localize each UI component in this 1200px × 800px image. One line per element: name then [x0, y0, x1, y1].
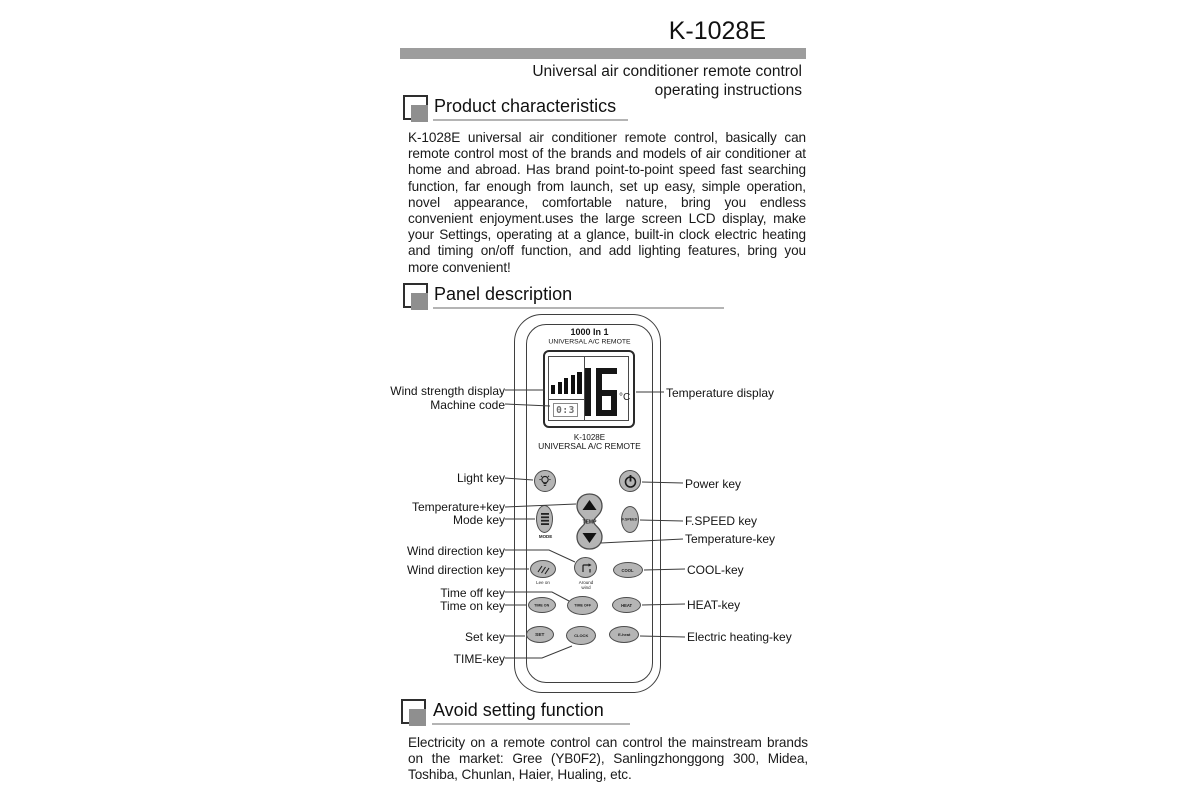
wind-bar — [577, 372, 581, 394]
callout-electric-heating-key: Electric heating-key — [687, 630, 792, 644]
time-off-button-label: TIME OFF — [574, 603, 591, 608]
wind-bar — [571, 375, 575, 394]
heat-button-label: HEAT — [620, 602, 633, 608]
remote-brand-line2: UNIVERSAL A/C REMOTE — [548, 337, 631, 346]
callout-light-key: Light key — [456, 471, 505, 485]
page-title: K-1028E — [668, 17, 766, 45]
temp-button-label: TEMP — [582, 519, 597, 526]
machine-code-box — [553, 403, 578, 417]
callout-power-key: Power key — [685, 477, 742, 491]
avoid-setting-body: Electricity on a remote control can control the mainstream brands on the market: Gree (YB0F2), Sanlingzhonggong 300, Midea, Toshiba, Chunlan, Haier, Hualing, etc. — [408, 735, 808, 783]
lcd-divider-horizontal — [548, 399, 584, 400]
callout-fspeed-key: F.SPEED key — [685, 514, 758, 528]
section-underline — [433, 307, 724, 309]
time-on-key-button — [528, 597, 556, 613]
callout-time-on-key: Time on key — [440, 599, 505, 613]
callout-cool-key: COOL-key — [687, 563, 744, 577]
callout-mode-key: Mode key — [452, 513, 505, 527]
power-key-button — [619, 470, 641, 492]
wind-bar — [551, 385, 555, 394]
product-characteristics-body: K-1028E universal air conditioner remote control, basically can remote control most of the brands and models of air conditioner at home and abroad. Has brand point-to-point speed fast searching function, far enough from launch, set up easy, simple operation, novel appearance, comfortable nature, bring you endless convenient enjoyment.uses the large screen LCD display, make your Settings, operating at a glance, built-in clock electric heating and timing on/off function, and add lighting features, bring you more convenient! — [408, 130, 806, 275]
clock-key-button — [566, 626, 596, 645]
cool-button-label: COOL — [621, 567, 635, 573]
callout-temperature-display: Temperature display — [666, 386, 775, 400]
around-wind-key-label: Around wind — [578, 580, 594, 591]
mode-key-label: MODE — [538, 534, 553, 540]
remote-brand-line1: 1000 In 1 — [570, 327, 609, 337]
subtitle-line-1: Universal air conditioner remote control — [532, 63, 802, 80]
bulb-icon — [538, 474, 552, 488]
fspeed-key-button — [621, 506, 639, 533]
callout-wind-strength-display: Wind strength display — [390, 384, 505, 398]
section-title-panel: Panel description — [434, 284, 573, 304]
cool-key-button — [613, 562, 643, 578]
mode-stripes-icon — [540, 511, 550, 527]
clock-button-label: CLOCK — [573, 633, 589, 638]
callout-wind-direction-key-1: Wind direction key — [406, 544, 505, 558]
heat-key-button — [612, 597, 641, 613]
section-icon-square — [411, 105, 428, 122]
set-key-button — [526, 626, 554, 643]
remote-model-line1: K-1028E — [573, 433, 606, 442]
header-divider-bar — [400, 48, 806, 59]
page-subtitle — [532, 62, 802, 100]
fspeed-button-label: F.SPEED — [622, 517, 638, 522]
temperature-digits — [585, 366, 619, 418]
section-underline — [433, 119, 628, 121]
remote-model-line2: UNIVERSAL A/C REMOTE — [538, 441, 641, 451]
section-underline — [432, 723, 630, 725]
eheat-key-button — [609, 626, 639, 643]
set-button-label: SET — [535, 631, 545, 638]
section-icon-square — [409, 709, 426, 726]
callout-heat-key: HEAT-key — [687, 598, 741, 612]
machine-code-value: 0:3 — [556, 404, 575, 416]
mode-key-button — [536, 505, 553, 533]
callout-temperature-plus-key: Temperature+key — [411, 500, 505, 514]
swing-icon — [535, 563, 551, 575]
eheat-button-label: E-heat — [617, 632, 631, 637]
section-title-avoid: Avoid setting function — [433, 700, 604, 720]
wind-bar — [564, 378, 568, 394]
wind-strength-bars — [551, 371, 582, 394]
temp-updown-button — [576, 493, 603, 550]
callout-wind-direction-key-2: Wind direction key — [406, 563, 505, 577]
callout-time-key: TIME-key — [453, 652, 505, 666]
callout-time-off-key: Time off key — [440, 586, 505, 600]
section-title-product: Product characteristics — [434, 96, 617, 116]
callout-machine-code: Machine code — [430, 398, 505, 412]
callout-set-key: Set key — [464, 630, 505, 644]
callout-temperature-minus-key: Temperature-key — [685, 532, 776, 546]
subtitle-line-2: operating instructions — [654, 82, 802, 99]
time-on-button-label: TIME ON — [534, 602, 550, 608]
time-off-key-button — [567, 596, 598, 615]
wind-direction-key-label: Lee on — [536, 580, 550, 586]
light-key-button — [534, 470, 556, 492]
corner-arrow-icon — [579, 561, 593, 575]
around-wind-key-button — [574, 557, 597, 578]
wind-bar — [558, 382, 562, 394]
temperature-unit: °C — [619, 392, 631, 403]
section-icon-square — [411, 293, 428, 310]
wind-direction-key-button — [530, 560, 556, 578]
power-icon — [623, 474, 638, 489]
